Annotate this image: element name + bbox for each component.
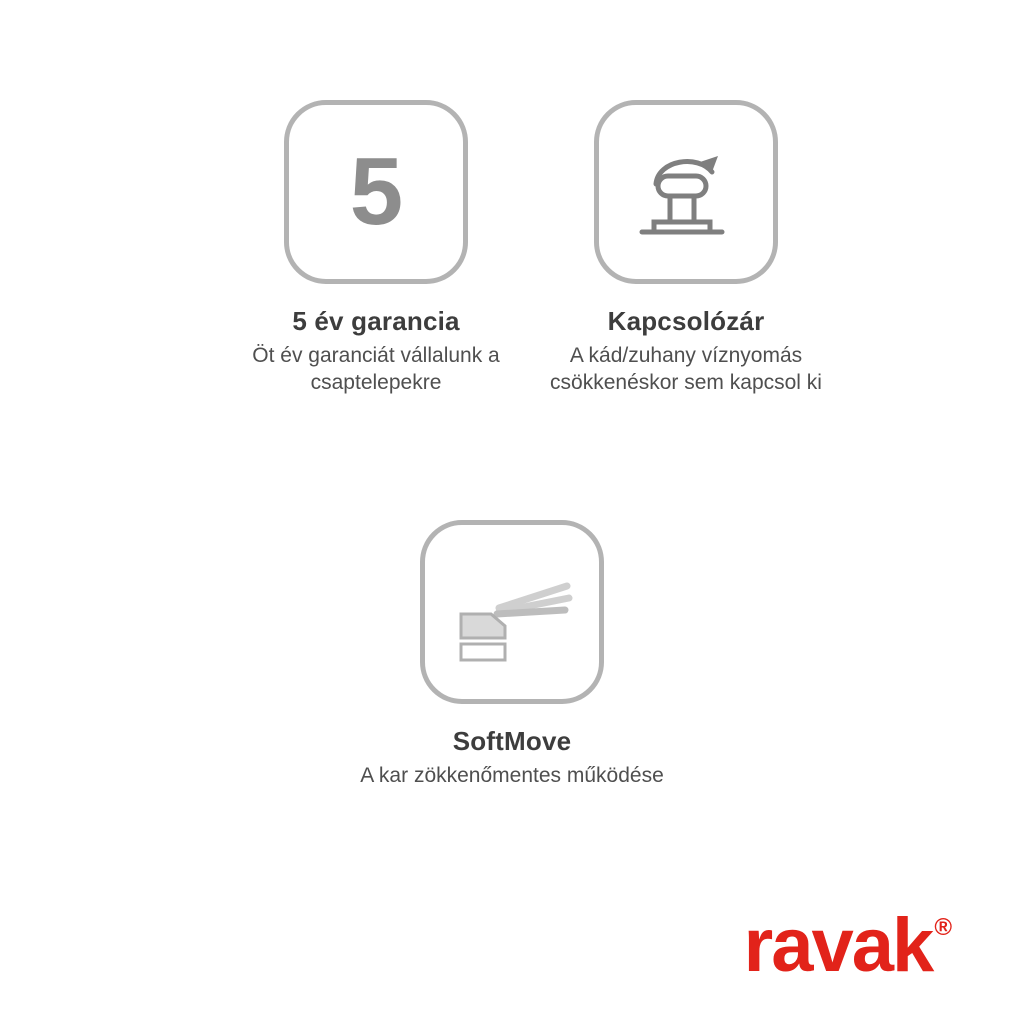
feature-softmove-description: A kar zökkenőmentes működése — [360, 764, 664, 787]
feature-warranty-title: 5 év garancia — [292, 306, 460, 336]
number-five-icon: 5 — [349, 138, 403, 245]
feature-warranty-description: Öt év garanciát vállalunk a csaptelepekre — [252, 344, 500, 394]
softmove-icon-tile — [420, 520, 604, 704]
warranty-icon-tile — [284, 100, 468, 284]
feature-lock — [496, 100, 876, 397]
feature-lock-description: A kád/zuhany víznyomás csökkenéskor sem kapcsol ki — [550, 344, 822, 394]
lock-icon-tile — [594, 100, 778, 284]
switch-lock-icon — [626, 132, 746, 252]
feature-softmove — [322, 520, 702, 790]
feature-softmove-title: SoftMove — [452, 726, 572, 756]
feature-lock-title: Kapcsolózár — [607, 306, 765, 336]
faucet-lever-icon — [447, 552, 577, 672]
registered-trademark-icon: ® — [934, 914, 952, 941]
brand-name: ravak — [743, 903, 933, 988]
brand-logo — [743, 903, 952, 988]
